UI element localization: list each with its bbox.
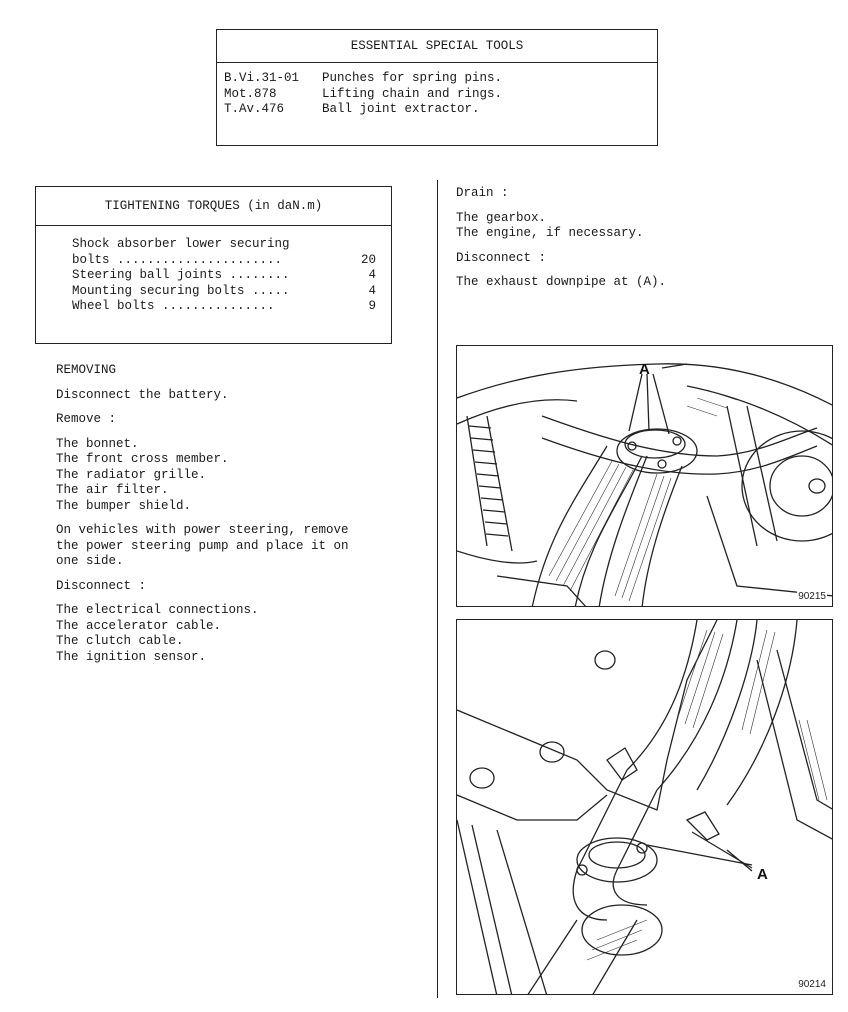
torque-value: 4 [368, 268, 376, 282]
torque-value: 20 [360, 252, 376, 267]
torques-title: TIGHTENING TORQUES (in daN.m) [36, 187, 391, 226]
instruction: Remove : [56, 412, 117, 426]
torque-value: 9 [368, 299, 376, 313]
tool-code: Mot.878 [224, 86, 277, 101]
essential-tools-box [216, 29, 658, 146]
tool-code: B.Vi.31-01 [224, 71, 300, 85]
column-divider [437, 180, 438, 998]
tool-row [224, 71, 657, 87]
torque-row [72, 253, 376, 269]
figure-number: 90214 [798, 979, 826, 990]
torque-label: Mounting securing bolts ..... [72, 283, 290, 298]
tools-list [217, 63, 657, 118]
instruction: Disconnect the battery. [56, 387, 229, 402]
figure-exhaust-downpipe-top [456, 345, 833, 607]
figure-illustration [457, 346, 833, 607]
torque-label: Steering ball joints ........ [72, 268, 290, 282]
torque-row [72, 284, 376, 300]
figure-callout-label: A [757, 866, 768, 883]
torque-label: Wheel bolts ............... [72, 299, 275, 313]
tool-code: T.Av.476 [224, 102, 285, 116]
instruction-list: The electrical connections. The accelerator cable. The clutch cable. The ignition sensor. [56, 603, 259, 664]
tools-title: ESSENTIAL SPECIAL TOOLS [217, 30, 657, 63]
torque-row [72, 268, 376, 284]
figure-number: 90215 [798, 591, 826, 602]
torque-line: Shock absorber lower securing [72, 237, 290, 251]
instruction: Disconnect : [456, 250, 547, 265]
instruction: Drain : [456, 186, 509, 200]
figure-callout-label: A [639, 361, 650, 378]
instruction-list: The bonnet. The front cross member. The radiator grille. The air filter. The bumper shield. [56, 436, 229, 513]
torque-value: 4 [368, 283, 376, 298]
instruction: The exhaust downpipe at (A). [456, 275, 667, 289]
torques-box [35, 186, 392, 344]
tool-row [224, 102, 657, 118]
section-heading: REMOVING [56, 363, 117, 377]
instruction: On vehicles with power steering, remove the power steering pump and place it on one side. [56, 523, 349, 568]
tool-desc: Punches for spring pins. [322, 71, 503, 85]
tool-row [224, 87, 657, 103]
torque-label: bolts ...................... [72, 252, 283, 267]
tool-desc: Ball joint extractor. [322, 102, 480, 116]
figure-illustration [457, 620, 833, 995]
torques-list [36, 226, 391, 315]
left-column [56, 363, 436, 665]
instruction-list: The gearbox. The engine, if necessary. [456, 210, 644, 240]
right-column [456, 186, 836, 291]
instruction: Disconnect : [56, 578, 147, 593]
torque-row [72, 299, 376, 315]
tool-desc: Lifting chain and rings. [322, 86, 503, 101]
figure-exhaust-downpipe-bottom [456, 619, 833, 995]
